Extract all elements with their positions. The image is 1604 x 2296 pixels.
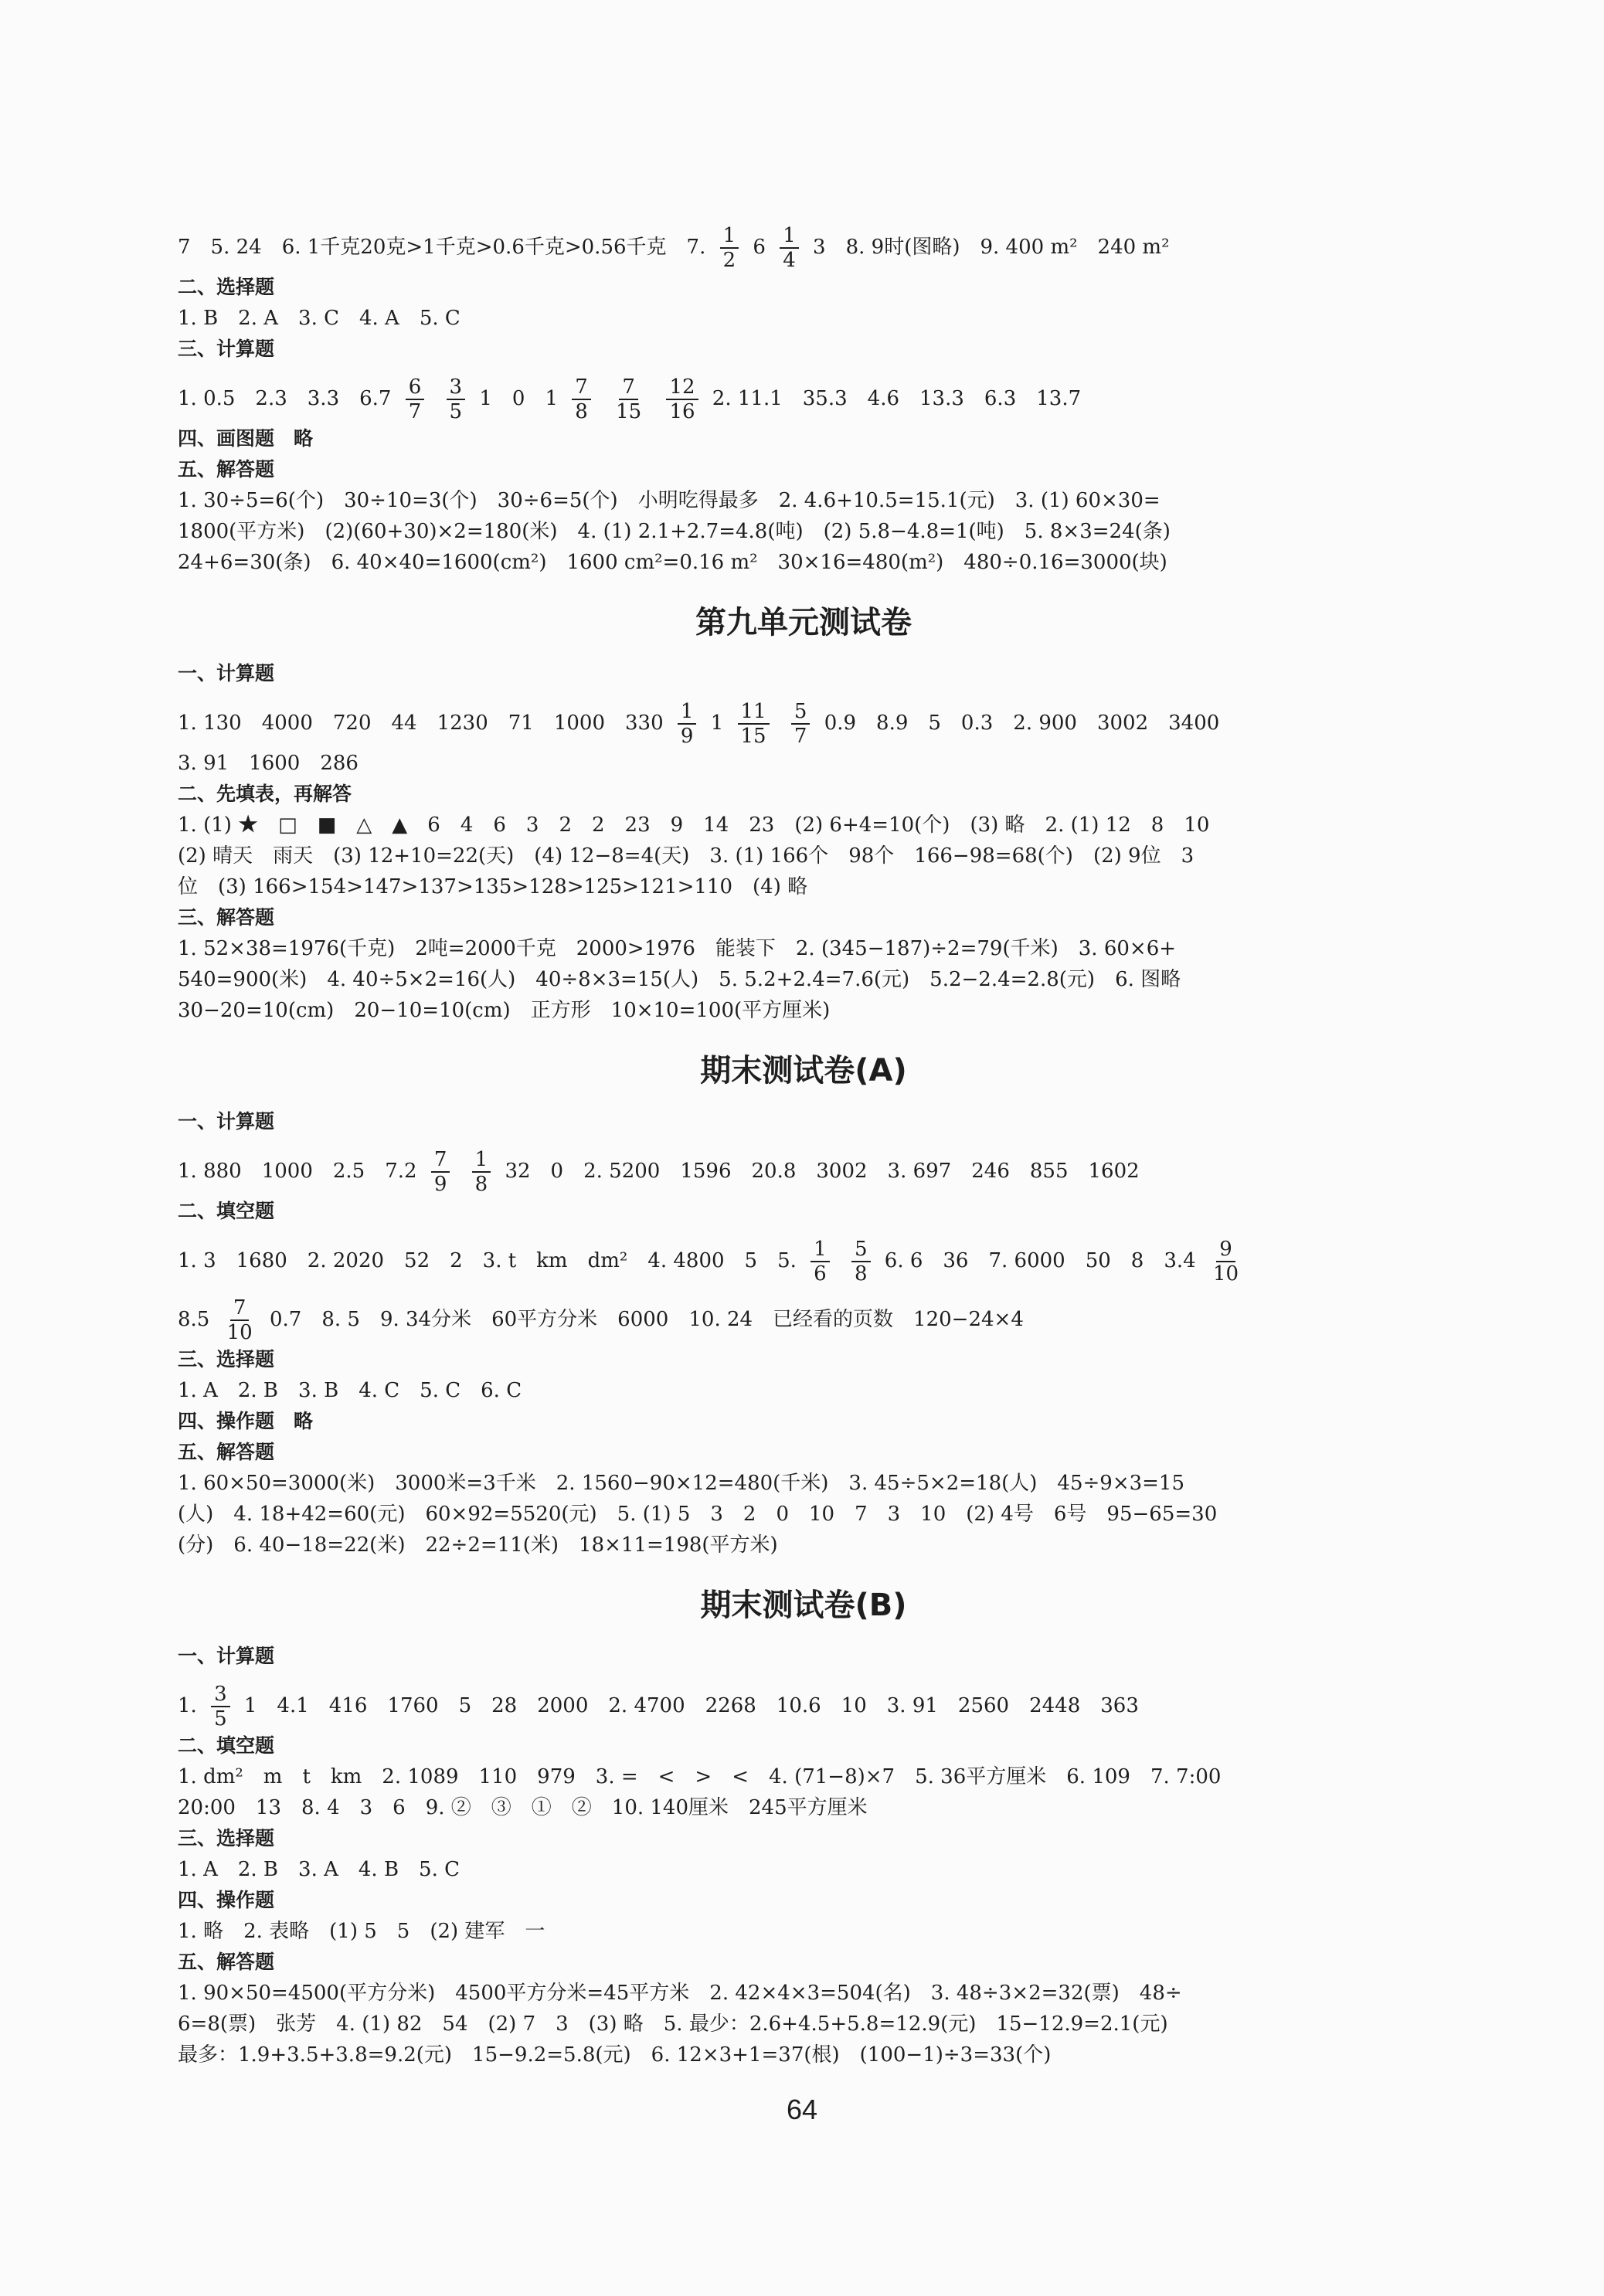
answer-line: 20:00 13 8. 4 3 6 9. ② ③ ① ② 10. 140厘米 245平方厘米: [178, 1796, 868, 1819]
page-number: 64: [786, 2094, 818, 2125]
fraction: $\frac{11}{15}$: [738, 700, 770, 748]
answer-line: 1. B 2. A 3. C 4. A 5. C: [178, 307, 460, 330]
fraction: $\frac{6}{7}$: [406, 375, 425, 423]
answer-line: 1. 880 1000 2.5 7.2 $\frac{7}{9}$ $\frac{1}{8}$ 32 0 2. 5200 1596 20.8 3002 3. 697 246 855 1602: [178, 1148, 1140, 1196]
fraction: $\frac{3}{5}$: [211, 1683, 230, 1730]
section-heading: 一、计算题: [178, 1645, 275, 1667]
test-title-unit9: 第九单元测试卷: [695, 605, 912, 640]
answer-line: 30−20=10(cm) 20−10=10(cm) 正方形 10×10=100(平方厘米): [178, 999, 831, 1022]
test-title-final-b: 期末测试卷(B): [700, 1588, 907, 1623]
section-heading: 二、填空题: [178, 1734, 275, 1757]
answer-line: 1. 60×50=3000(米) 3000米=3千米 2. 1560−90×12=480(千米) 3. 45÷5×2=18(人) 45÷9×3=15: [178, 1472, 1185, 1495]
section-heading: 三、选择题: [178, 1827, 275, 1849]
section-heading: 二、先填表，再解答: [178, 783, 352, 805]
section-heading: 四、操作题 略: [178, 1410, 314, 1432]
section-heading: 五、解答题: [178, 1441, 275, 1463]
answer-line: 1. 3 1680 2. 2020 52 2 3. t km dm² 4. 4800 5 5. $\frac{1}{6}$ $\frac{5}{8}$ 6. 6 36 7. 6000 50 8 3.4 $\frac{9}{10}$: [178, 1238, 1429, 1286]
fraction: $\frac{1}{6}$: [810, 1238, 830, 1286]
section-heading: 四、画图题 略: [178, 427, 314, 450]
answer-line: 1800(平方米) (2)(60+30)×2=180(米) 4. (1) 2.1+2.7=4.8(吨) (2) 5.8−4.8=1(吨) 5. 8×3=24(条): [178, 520, 1171, 543]
fraction: $\frac{3}{5}$: [447, 375, 466, 423]
fraction: $\frac{9}{10}$: [1212, 1238, 1239, 1286]
answer-line: 7 5. 24 6. 1千克20克>1千克>0.6千克>0.56千克 7. $\frac{1}{2}$ 6 $\frac{1}{4}$ 3 8. 9时(图略) 9. 400 m² 240 m²: [178, 224, 1170, 272]
fraction: $\frac{5}{8}$: [851, 1238, 871, 1286]
answer-line: 1. A 2. B 3. A 4. B 5. C: [178, 1858, 460, 1881]
section-heading: 五、解答题: [178, 458, 275, 481]
fraction: $\frac{1}{9}$: [678, 700, 697, 748]
answer-line: 1. $\frac{3}{5}$ 1 4.1 416 1760 5 28 2000 2. 4700 2268 10.6 10 3. 91 2560 2448 363: [178, 1683, 1139, 1730]
fraction: $\frac{5}{7}$: [791, 700, 810, 748]
section-heading: 五、解答题: [178, 1951, 275, 1973]
answer-page: [178, 224, 1429, 2070]
fraction: $\frac{7}{9}$: [431, 1148, 450, 1196]
answer-line: 1. dm² m t km 2. 1089 110 979 3. = < > < 4. (71−8)×7 5. 36平方厘米 6. 109 7. 7:00: [178, 1765, 1222, 1788]
answer-line: 24+6=30(条) 6. 40×40=1600(cm²) 1600 cm²=0.16 m² 30×16=480(m²) 480÷0.16=3000(块): [178, 551, 1167, 574]
answer-line: 1. 90×50=4500(平方分米) 4500平方分米=45平方米 2. 42×4×3=504(名) 3. 48÷3×2=32(票) 48÷: [178, 1982, 1182, 2005]
answer-line: 位 (3) 166>154>147>137>135>128>125>121>110 (4) 略: [178, 875, 808, 898]
answer-line: 1. A 2. B 3. B 4. C 5. C 6. C: [178, 1379, 522, 1402]
fraction: $\frac{7}{8}$: [572, 375, 591, 423]
answer-line: (人) 4. 18+42=60(元) 60×92=5520(元) 5. (1) 5 3 2 0 10 7 3 10 (2) 4号 6号 95−65=30: [178, 1503, 1218, 1526]
section-heading: 三、计算题: [178, 338, 275, 360]
answer-line: 最多：1.9+3.5+3.8=9.2(元) 15−9.2=5.8(元) 6. 12×3+1=37(根) (100−1)÷3=33(个): [178, 2043, 1052, 2067]
fraction: $\frac{12}{16}$: [666, 375, 698, 423]
section-heading: 三、选择题: [178, 1348, 275, 1370]
answer-line: 540=900(米) 4. 40÷5×2=16(人) 40÷8×3=15(人) 5. 5.2+2.4=7.6(元) 5.2−2.4=2.8(元) 6. 图略: [178, 968, 1181, 991]
answer-line: 1. (1) ★ □ ■ △ ▲ 6 4 6 3 2 2 23 9 14 23 (2) 6+4=10(个) (3) 略 2. (1) 12 8 10: [178, 813, 1210, 837]
answer-line: (2) 晴天 雨天 (3) 12+10=22(天) (4) 12−8=4(天) 3. (1) 166个 98个 166−98=68(个) (2) 9位 3: [178, 844, 1195, 868]
answer-line: (分) 6. 40−18=22(米) 22÷2=11(米) 18×11=198(平方米): [178, 1533, 778, 1557]
fraction: $\frac{1}{8}$: [472, 1148, 491, 1196]
fraction: $\frac{1}{2}$: [720, 224, 739, 272]
section-heading: 四、操作题: [178, 1889, 275, 1911]
answer-line: 1. 30÷5=6(个) 30÷10=3(个) 30÷6=5(个) 小明吃得最多 2. 4.6+10.5=15.1(元) 3. (1) 60×30=: [178, 489, 1161, 512]
section-heading: 二、选择题: [178, 276, 275, 298]
section-heading: 二、填空题: [178, 1200, 275, 1222]
answer-line: 1. 130 4000 720 44 1230 71 1000 330 $\frac{1}{9}$ 1 $\frac{11}{15}$ $\frac{5}{7}$ 0.9 8.9 5 0.3 2. 900 3002 3400: [178, 700, 1220, 748]
answer-line: 3. 91 1600 286: [178, 752, 359, 775]
answer-line: 1. 52×38=1976(千克) 2吨=2000千克 2000>1976 能装下 2. (345−187)÷2=79(千米) 3. 60×6+: [178, 937, 1177, 960]
section-heading: 一、计算题: [178, 1110, 275, 1133]
answer-line: 8.5 $\frac{7}{10}$ 0.7 8. 5 9. 34分米 60平方分米 6000 10. 24 已经看的页数 120−24×4: [178, 1296, 1024, 1344]
fraction: $\frac{1}{4}$: [780, 224, 799, 272]
answer-line: 1. 略 2. 表略 (1) 5 5 (2) 建军 一: [178, 1920, 545, 1943]
test-title-final-a: 期末测试卷(A): [700, 1053, 907, 1089]
section-heading: 一、计算题: [178, 662, 275, 684]
fraction: $\frac{7}{10}$: [226, 1296, 253, 1344]
answer-line: 1. 0.5 2.3 3.3 6.7 $\frac{6}{7}$ $\frac{3}{5}$ 1 0 1 $\frac{7}{8}$ $\frac{7}{15}$ $\frac{12}{16}$ 2. 11.1 35.3 4.6 13.3 6.3 13.7: [178, 375, 1082, 423]
section-heading: 三、解答题: [178, 906, 275, 929]
answer-line: 6=8(票) 张芳 4. (1) 82 54 (2) 7 3 (3) 略 5. 最少：2.6+4.5+5.8=12.9(元) 15−12.9=2.1(元): [178, 2012, 1168, 2036]
fraction: $\frac{7}{15}$: [616, 375, 642, 423]
